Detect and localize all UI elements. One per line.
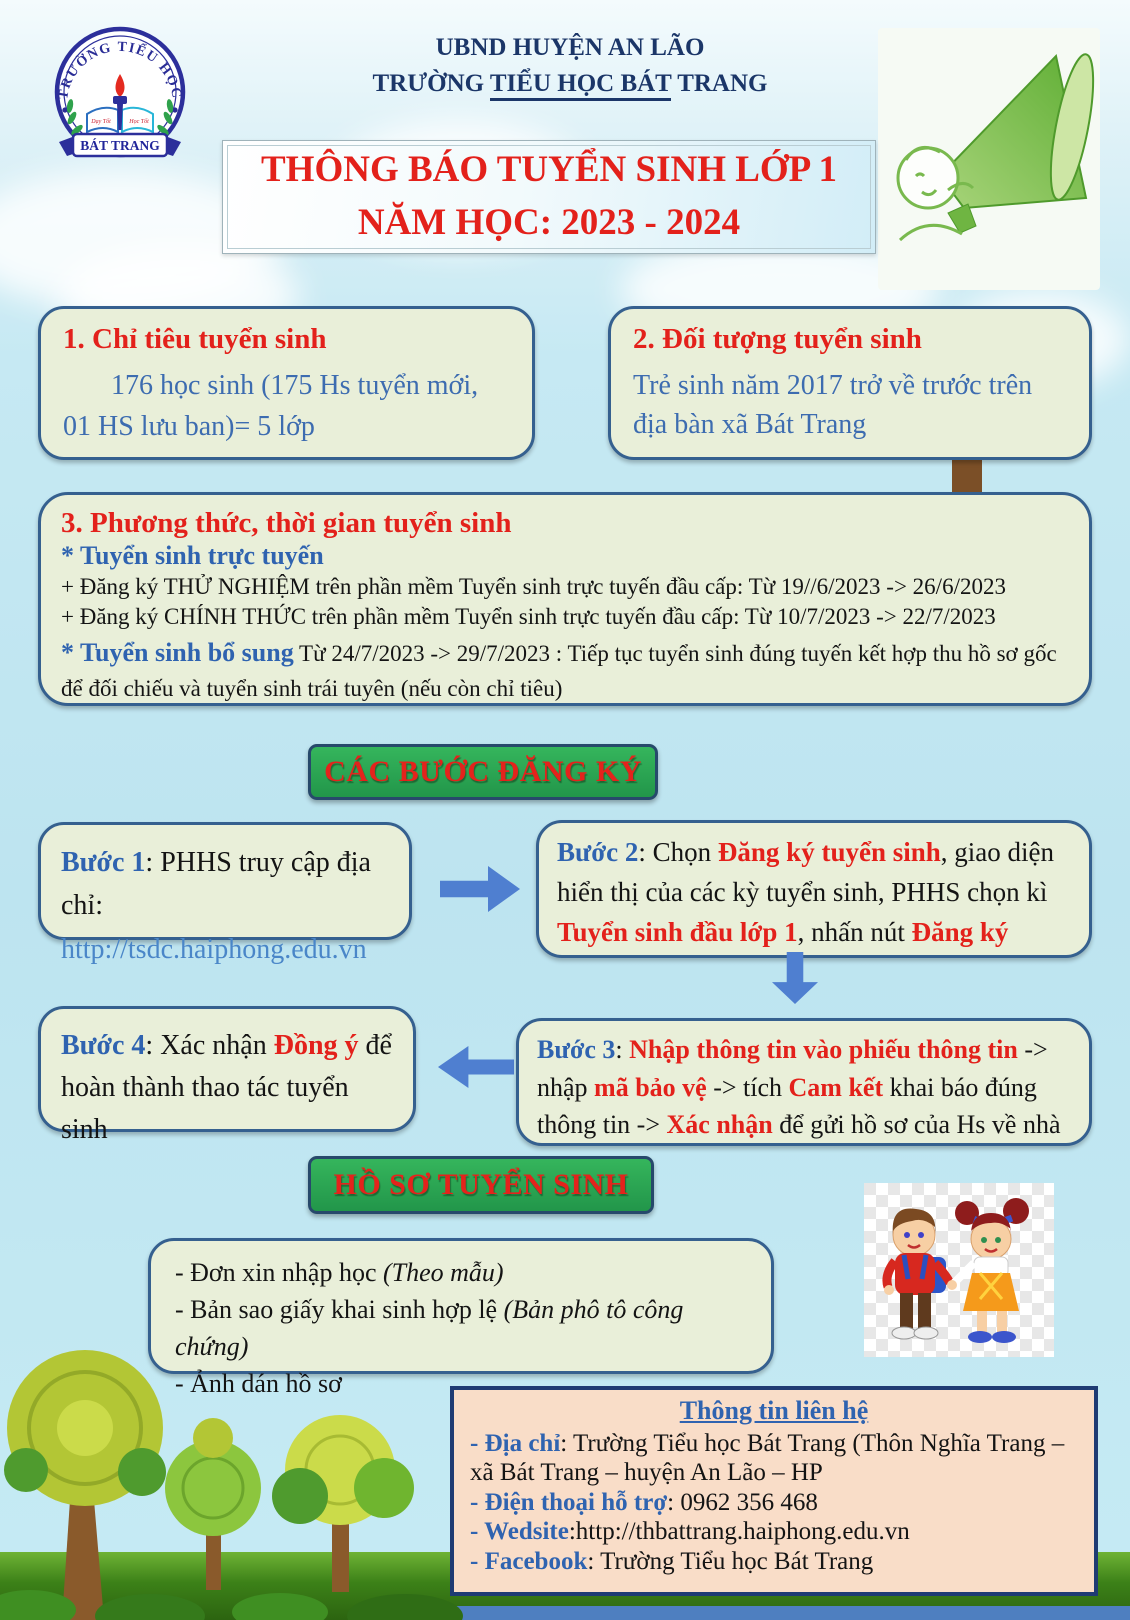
supplement-label: * Tuyển sinh bổ sung: [61, 637, 294, 667]
step2-highlight2: Tuyển sinh đầu lớp 1: [557, 916, 798, 947]
official-period-line: + Đăng ký CHÍNH THỨC trên phần mềm Tuyển sinh trực tuyến đầu cấp: Từ 10/7/2023 -> 22/7/2023: [61, 604, 996, 630]
section3-heading: 3. Phương thức, thời gian tuyển sinh: [61, 507, 512, 539]
steps-banner-label: CÁC BƯỚC ĐĂNG KÝ: [324, 755, 642, 788]
logo-motto-right: Học Tốt: [129, 119, 149, 125]
step1-box: [38, 822, 412, 965]
trial-period-line: + Đăng ký THỬ NGHIỆM trên phần mềm Tuyển sinh trực tuyến đầu cấp: Từ 19//6/2023 -> 26/6/2023: [61, 573, 1006, 599]
logo-ribbon-text: BÁT TRANG: [80, 138, 160, 153]
step3-t1: :: [615, 1035, 630, 1064]
quota-line1: 176 học sinh (175 Hs tuyển mới,: [111, 370, 479, 401]
contact-title: Thông tin liên hệ: [679, 1396, 869, 1425]
step4-box: [38, 1006, 416, 1145]
step3-t4: khai báo đúng thông tin ->: [537, 1072, 1037, 1140]
step2-box: [536, 820, 1092, 958]
facebook-label: - Facebook: [470, 1547, 588, 1575]
online-enrollment-label: * Tuyển sinh trực tuyến: [61, 541, 324, 571]
website-value[interactable]: http://thbattrang.haiphong.edu.vn: [575, 1518, 910, 1546]
header-school-line: [290, 66, 850, 102]
children-illustration: [864, 1183, 1054, 1357]
arrow-right-icon: [440, 866, 520, 912]
step3-t2: -> nhập: [537, 1035, 1048, 1102]
school-name-underlined: TIỂU HỌC BÁT: [490, 70, 672, 101]
supplement-text: Từ 24/7/2023 -> 29/7/2023 : Tiếp tục tuyển sinh đúng tuyến kết hợp thu hồ sơ gốc để đối chiếu và tuyển sinh trái tuyên (nếu còn chỉ tiêu): [61, 640, 1057, 701]
main-title: [222, 140, 876, 254]
section1-heading: 1. Chỉ tiêu tuyển sinh: [63, 323, 327, 355]
org-name: UBND HUYỆN AN LÃO: [435, 34, 705, 61]
dossier-item1-note: (Theo mẫu): [383, 1258, 504, 1287]
step2-highlight1: Đăng ký tuyển sinh: [717, 837, 941, 867]
ribbon-banner: [59, 134, 181, 156]
facebook-sep: :: [587, 1547, 601, 1575]
step1-text: : PHHS truy cập địa chỉ:: [61, 847, 371, 922]
step4-highlight1: Đồng ý: [273, 1030, 359, 1061]
phone-label: - Điện thoại hỗ trợ: [470, 1488, 668, 1516]
contact-address-row: [470, 1429, 1078, 1488]
dossier-item3-text: - Ảnh dán hồ sơ: [175, 1368, 342, 1398]
supplement-line: [61, 633, 1069, 707]
dossier-item: [175, 1255, 747, 1292]
step3-highlight2: mã bảo vệ: [594, 1072, 707, 1102]
step3-highlight4: Xác nhận: [666, 1110, 773, 1140]
school-name-post: TRANG: [671, 70, 768, 98]
header-org-line: [290, 30, 850, 66]
contact-website-row: [470, 1517, 1078, 1547]
section-quota-box: [38, 306, 535, 460]
facebook-value: Trường Tiểu học Bát Trang: [600, 1547, 874, 1575]
section-target-box: [608, 306, 1092, 460]
steps-banner: [308, 744, 658, 800]
contact-phone-row: [470, 1488, 1078, 1518]
logo-arc-text: TRƯỜNG TIỂU HỌC: [56, 39, 184, 101]
step3-highlight3: Cam kết: [788, 1072, 884, 1102]
website-sep: :: [568, 1518, 576, 1546]
header-block: [290, 30, 850, 103]
step2-label: Bước 2: [557, 837, 639, 867]
step3-box: [516, 1018, 1092, 1146]
dossier-banner-label: HỒ SƠ TUYỂN SINH: [333, 1168, 629, 1201]
step1-link[interactable]: http://tsdc.haiphong.edu.vn: [61, 933, 367, 965]
address-sep: :: [560, 1429, 574, 1457]
step4-label: Bước 4: [61, 1030, 146, 1061]
arrow-left-icon: [438, 1046, 514, 1088]
contact-facebook-row: [470, 1547, 1078, 1577]
title-line2: NĂM HỌC: 2023 - 2024: [357, 202, 741, 243]
step2-t3: , nhấn nút: [797, 916, 912, 947]
target-body: Trẻ sinh năm 2017 trở về trước trên địa bàn xã Bát Trang: [633, 370, 1033, 441]
megaphone-kid-illustration: [878, 28, 1100, 290]
contact-box: [450, 1386, 1098, 1596]
step4-t2: để hoàn thành thao tác tuyển sinh: [61, 1030, 392, 1145]
dossier-banner: [308, 1156, 654, 1214]
phone-value: 0962 356 468: [680, 1488, 818, 1516]
logo-motto-left: Dạy Tốt: [91, 119, 111, 125]
step2-t1: : Chọn: [638, 837, 718, 867]
school-name-pre: TRƯỜNG: [372, 70, 490, 98]
dossier-item2-note: (Bản phô tô công chứng): [175, 1294, 684, 1361]
step2-highlight3: Đăng ký: [911, 916, 1009, 947]
quota-line2: 01 HS lưu ban)= 5 lớp: [63, 410, 315, 442]
section-method-box: [38, 492, 1092, 706]
phone-sep: :: [667, 1488, 681, 1516]
bottom-blue-bar: [430, 1606, 1130, 1620]
step4-t1: : Xác nhận: [145, 1030, 274, 1061]
step3-highlight1: Nhập thông tin vào phiếu thông tin: [629, 1035, 1018, 1064]
address-value: Trường Tiểu học Bát Trang (Thôn Nghĩa Trang – xã Bát Trang – huyện An Lão – HP: [470, 1429, 1065, 1487]
dossier-item1-text: - Đơn xin nhập học: [175, 1258, 383, 1287]
dossier-item2-text: - Bản sao giấy khai sinh hợp lệ: [175, 1294, 504, 1324]
arrow-down-icon: [772, 952, 818, 1004]
title-line1: THÔNG BÁO TUYỂN SINH LỚP 1: [260, 149, 837, 191]
step3-label: Bước 3: [537, 1035, 616, 1064]
step3-t5: để gửi hồ sơ của Hs về nhà: [772, 1110, 1061, 1140]
school-logo: [45, 22, 195, 172]
section2-heading: 2. Đối tượng tuyển sinh: [633, 323, 922, 355]
step1-label: Bước 1: [61, 847, 146, 878]
step3-t3: -> tích: [706, 1072, 789, 1102]
megaphone-icon: [940, 51, 1100, 233]
school-logo-emblem: [45, 22, 195, 172]
address-label: - Địa chỉ: [470, 1429, 561, 1457]
website-label: - Wedsite: [470, 1518, 569, 1546]
step2-t2: , giao diện hiển thị của các kỳ tuyển sinh, PHHS chọn kì: [557, 837, 1054, 907]
trees-illustration: [0, 1320, 470, 1620]
